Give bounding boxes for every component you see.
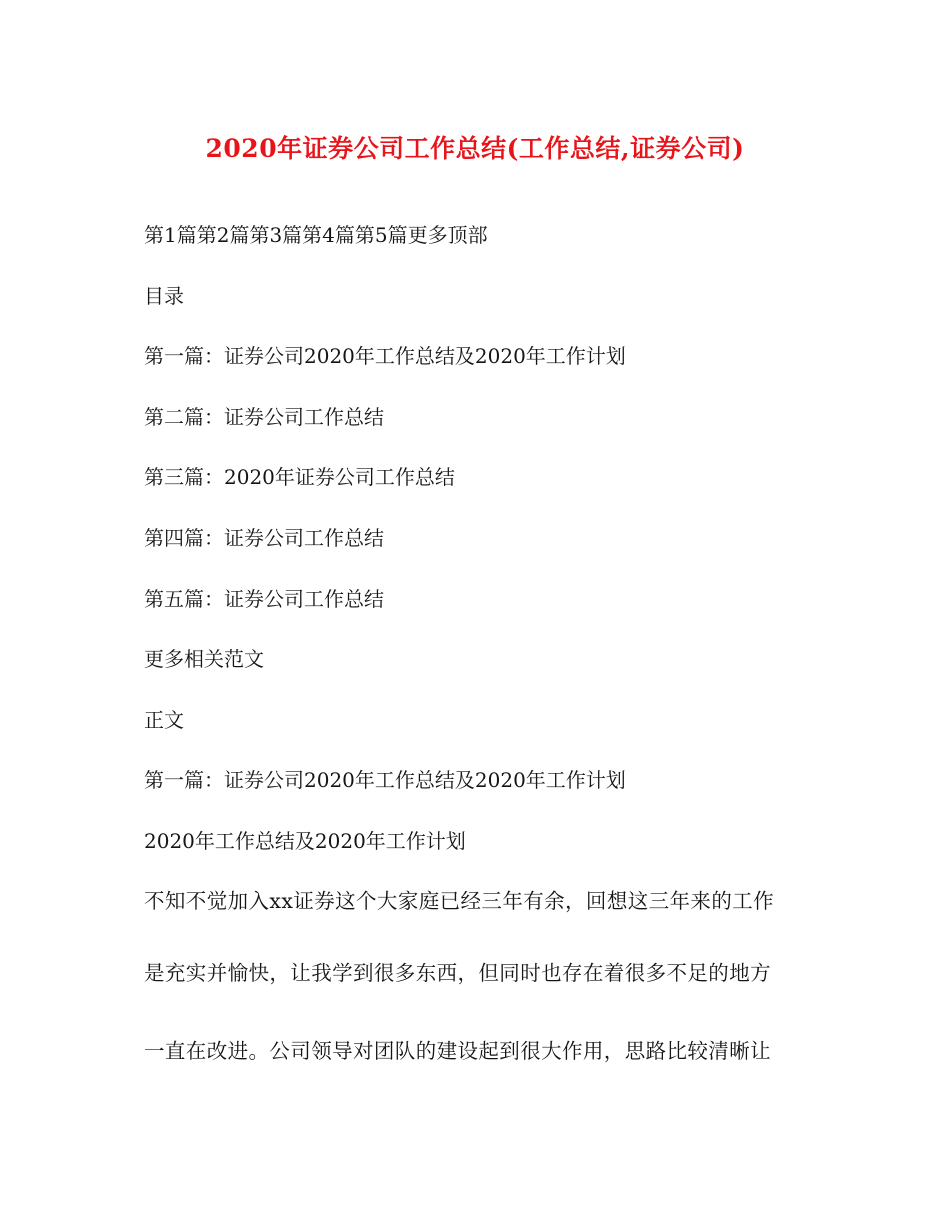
paragraph-line-1: 不知不觉加入xx证券这个大家庭已经三年有余，回想这三年来的工作: [144, 889, 775, 913]
paragraph-line-3: 一直在改进。公司领导对团队的建设起到很大作用，思路比较清晰让: [144, 1039, 771, 1063]
paragraph-line-2: 是充实并愉快，让我学到很多东西，但同时也存在着很多不足的地方: [144, 961, 771, 985]
more-related-link[interactable]: 更多相关范文: [144, 647, 264, 671]
toc-item-4[interactable]: 第四篇：证券公司工作总结: [144, 526, 384, 550]
toc-item-1[interactable]: 第一篇：证券公司2020年工作总结及2020年工作计划: [144, 344, 626, 368]
toc-item-2[interactable]: 第二篇：证券公司工作总结: [144, 405, 384, 429]
toc-heading: 目录: [144, 284, 184, 308]
section-subtitle: 2020年工作总结及2020年工作计划: [144, 829, 466, 853]
toc-item-3[interactable]: 第三篇：2020年证券公司工作总结: [144, 465, 455, 489]
body-heading: 正文: [144, 708, 184, 732]
toc-item-5[interactable]: 第五篇：证券公司工作总结: [144, 587, 384, 611]
section-nav-links[interactable]: 第1篇第2篇第3篇第4篇第5篇更多顶部: [144, 223, 488, 247]
document-title: 2020年证券公司工作总结(工作总结,证券公司): [205, 134, 745, 163]
section-title: 第一篇：证券公司2020年工作总结及2020年工作计划: [144, 768, 626, 792]
